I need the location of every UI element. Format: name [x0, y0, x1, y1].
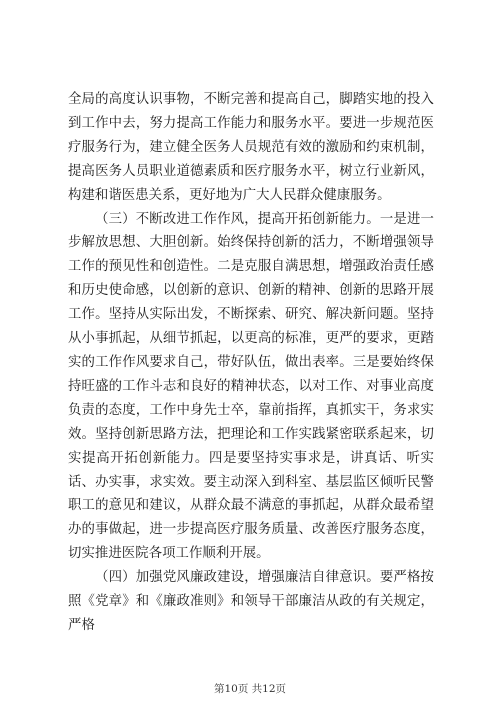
paragraph-continuation: 全局的高度认识事物，不断完善和提高自己，脚踏实地的投入到工作中去，努力提高工作能力和服务水平。要进一步规范医疗服务行为，建立健全医务人员规范有效的激励和约束机制，提高医务人员职业道德素质和医疗服务水平，树立行业新风，构建和谐医患关系，更好地为广大人民群众健康服务。	[68, 92, 434, 203]
document-body	[68, 88, 434, 638]
paragraph-section-three: （三）不断改进工作作风，提高开拓创新能力。一是进一步解放思想、大胆创新。始终保持创新的活力，不断增强领导工作的预见性和创造性。二是克服自满思想，增强政治责任感和历史使命感，以创新的意识、创新的精神、创新的思路开展工作。坚持从实际出发，不断探索、研究、解决新问题。坚持从小事抓起，从细节抓起，以更高的标准，更严的要求，更踏实的工作作风要求自己，带好队伍，做出表率。三是要始终保持旺盛的工作斗志和良好的精神状态，以对工作、对事业高度负责的态度，工作中身先士卒，靠前指挥，真抓实干，务求实效。坚持创新思路方法，把理论和工作实践紧密联系起来，切实提高开拓创新能力。四是要坚持实事求是，讲真话、听实话、办实事，求实效。要主动深入到科室、基层监区倾听民警职工的意见和建议，从群众最不满意的事抓起，从群众最希望办的事做起，进一步提高医疗服务质量、改善医疗服务态度，切实推进医院各项工作顺利开展。	[68, 211, 434, 562]
page-footer: 第10页 共12页	[213, 683, 287, 695]
paragraph-section-four: （四）加强党风廉政建设，增强廉洁自律意识。要严格按照《党章》和《廉政准则》和领导干部廉洁从政的有关规定，严格	[68, 570, 434, 633]
